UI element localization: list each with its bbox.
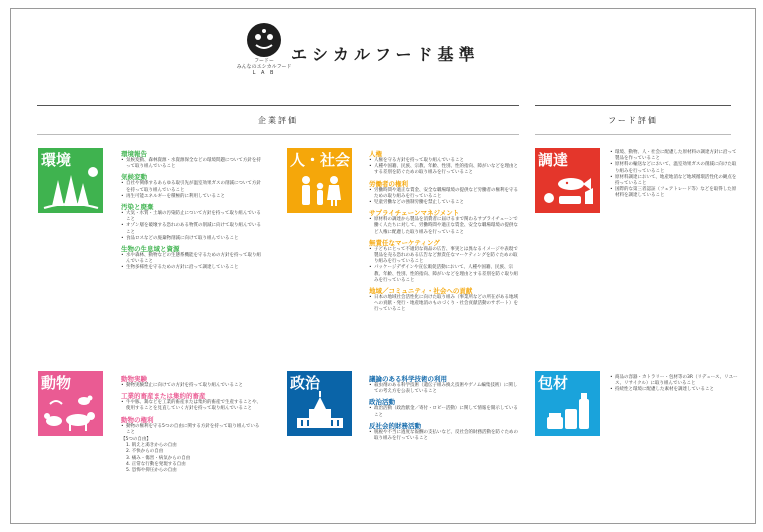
packaging-content	[610, 375, 738, 394]
list-item: • パッケージデザインや宣伝販促活動において、人種や国籍、民族、宗教、年齢、性別、性的指向、障がいなどを理由とする差別を防ぐ取り組みを行っていること	[369, 265, 519, 284]
subsection-title: 無責任なマーケティング	[369, 238, 440, 247]
list-item: • 持続性と環境に配慮した素材を調達していること	[610, 387, 738, 393]
list-item: • 政治活動（政治献金／寄付・ロビー活動）に関して情報を開示していること	[369, 406, 519, 418]
category-politics	[287, 371, 352, 436]
subsection-title: 動物実験	[121, 375, 147, 383]
list-item: • 労働時間や適正な賃金、安全な職場環境の提供など労働者の権利を守るための取り組みを行っていること	[369, 188, 519, 200]
list-item: • 生物多様性を守るための方針に沿って調達していること	[121, 265, 263, 271]
category-packaging	[535, 371, 600, 436]
five-freedoms-heading: 【5つの自由】	[121, 437, 151, 443]
subsection-title: 動物の権利	[121, 415, 154, 424]
category-label: 人・社会	[290, 151, 351, 169]
politics-content	[369, 375, 519, 442]
list-item: • 子どもにとって不適切な商品の広告、事実とは異なるイメージや表現で製品を売る恐れのある広告など無責任なマーケティングを防ぐための取り組みを行っていること	[369, 247, 519, 266]
divider	[37, 105, 519, 106]
list-item: • 環境、動物、人・社会に配慮した原材料の調達方針に沿って製品を作っていること	[610, 150, 738, 162]
animals-content	[121, 375, 263, 474]
list-item: • 動物の権利を守る5つの自由に関する方針を持って取り組んでいること	[121, 424, 263, 436]
page-title: エシカルフード基準	[291, 45, 480, 64]
subsection-title: 汚染と廃棄	[121, 203, 154, 212]
list-item: • 殺虫剤のある科学技術（遺伝子組み換え技術やゲノム編集技術）に関しての考え方を公表していること	[369, 383, 519, 395]
list-item: • 児童労働などの強制労働を禁止していること	[369, 200, 519, 206]
logo-sub: L A B	[252, 70, 276, 76]
list-item: • 大気・水質・土壌の汚染防止について方針を持って取り組んでいること	[121, 211, 263, 223]
freedom-item: 1. 飢えと渇きからの自由	[126, 443, 177, 449]
category-label: 政治	[290, 374, 321, 392]
subsection-title: 地域／コミュニティ・社会への貢献	[369, 287, 473, 296]
list-item: • 自社や関係するあらゆる取引先が温室効果ガスの削減について方針を持って取り組んでいること	[121, 181, 263, 193]
list-item: • 原材料の調達から製品を消費者に届けるまで関わるサプライチェーンで働く人たちに対して、労働時間や適正な賃金、安全な職場環境の提供など人権に配慮した取り組みを行っていること	[369, 217, 519, 236]
list-item: • 原材料調達において、地産地消など地域循環活性化の観点を持っていること	[610, 175, 738, 187]
category-label: 環境	[41, 151, 72, 169]
list-item: • 気候変動、森林資源・水資源保全などの環境問題について方針を持って取り組んでいること	[121, 158, 263, 170]
subsection-title: 労働者の権利	[369, 179, 408, 188]
subsection-title: 生物の生息域と資源	[121, 245, 180, 254]
category-label: 包材	[538, 374, 569, 392]
category-label: 調達	[538, 151, 569, 169]
list-item: • 再生可能エネルギーを積極的に利用していること	[121, 194, 263, 200]
list-item: • オゾン層を破壊する恐れのある物質の削減に向けて取り組んでいること	[121, 223, 263, 235]
list-item: • 日本の地域社会活性化に向けた取り組み（事業所などの所在がある地域への貢献・発行・地産地消のものづくり・社会貢献活動のサポート）を行っていること	[369, 295, 519, 314]
section-label: フード評価	[608, 116, 658, 125]
environment-content	[121, 150, 263, 272]
list-item: • 食品ロスなどの廃棄物削減に向けて取り組んでいること	[121, 236, 263, 242]
list-item: • 水や森林、動物などの生態系機能を守るための方針を持って取り組んでいること	[121, 253, 263, 265]
list-item: • 動物実験禁止に向けての方針を持って取り組んでいること	[121, 383, 263, 389]
freedom-item: 5. 恐怖や抑圧からの自由	[126, 468, 177, 474]
subsection-title: 環境報告	[121, 150, 147, 158]
logo-mark	[247, 23, 281, 57]
freedom-item: 4. 正常な行動を発現する自由	[126, 461, 186, 467]
category-people	[287, 148, 352, 213]
divider	[37, 134, 519, 135]
subsection-title: 議論のある科学技術の利用	[369, 375, 447, 383]
category-environment	[38, 148, 103, 213]
freedom-item: 3. 痛み・傷害・病気からの自由	[126, 455, 191, 461]
list-item: • 人権を守る方針を持って取り組んでいること	[369, 158, 519, 164]
list-item: • 原材料の輸送などにおいて、温室効果ガスの削減に向けた取り組みを行っていること	[610, 162, 738, 174]
divider	[535, 105, 731, 106]
company-evaluation-header	[37, 105, 519, 135]
list-item: • 人種や国籍、民族、宗教、年齢、性別、性的指向、障がいなどを理由とする差別を防ぐための取り組みを行っていること	[369, 164, 519, 176]
divider	[535, 134, 731, 135]
subsection-title: 反社会的財務活動	[369, 421, 421, 430]
procurement-content	[610, 150, 738, 200]
people-content	[369, 150, 519, 314]
category-label: 動物	[41, 374, 72, 392]
category-animals	[38, 371, 103, 436]
subsection-title: 工業的畜産または集約的畜産	[121, 392, 206, 401]
subsection-title: サプライチェーンマネジメント	[369, 209, 460, 218]
logo-top-text: フードー	[254, 58, 274, 64]
ethical-food-standards-sheet	[10, 8, 756, 524]
subsection-title: 気候変動	[121, 173, 147, 182]
freedom-item: 2. 不快からの自由	[126, 449, 164, 455]
section-label: 企業評価	[258, 116, 298, 125]
list-item: • 脱税や不当に過度な報酬の支払いなど、反社会的財務活動を防ぐための取り組みを行っていること	[369, 430, 519, 442]
list-item: • 商品の容器・カトラリー・包材等の3R（リデュース、リユース、リサイクル）に取り組んでいること	[610, 375, 738, 387]
list-item: • 国際的な第三者認証（フェアトレード等）などを取得した原材料を調達していること	[610, 187, 738, 199]
logo-name: みんなのエシカルフード	[236, 64, 292, 70]
category-procurement	[535, 148, 600, 213]
food-evaluation-header	[535, 105, 731, 135]
logo	[232, 23, 296, 85]
subsection-title: 人権	[369, 150, 382, 158]
subsection-title: 政治活動	[369, 398, 395, 407]
list-item: • 牛や豚、鶏などを工業的畜産または集約的畜産で生産することや、使用することを見直していく方針を持って取り組んでいること	[121, 400, 263, 412]
